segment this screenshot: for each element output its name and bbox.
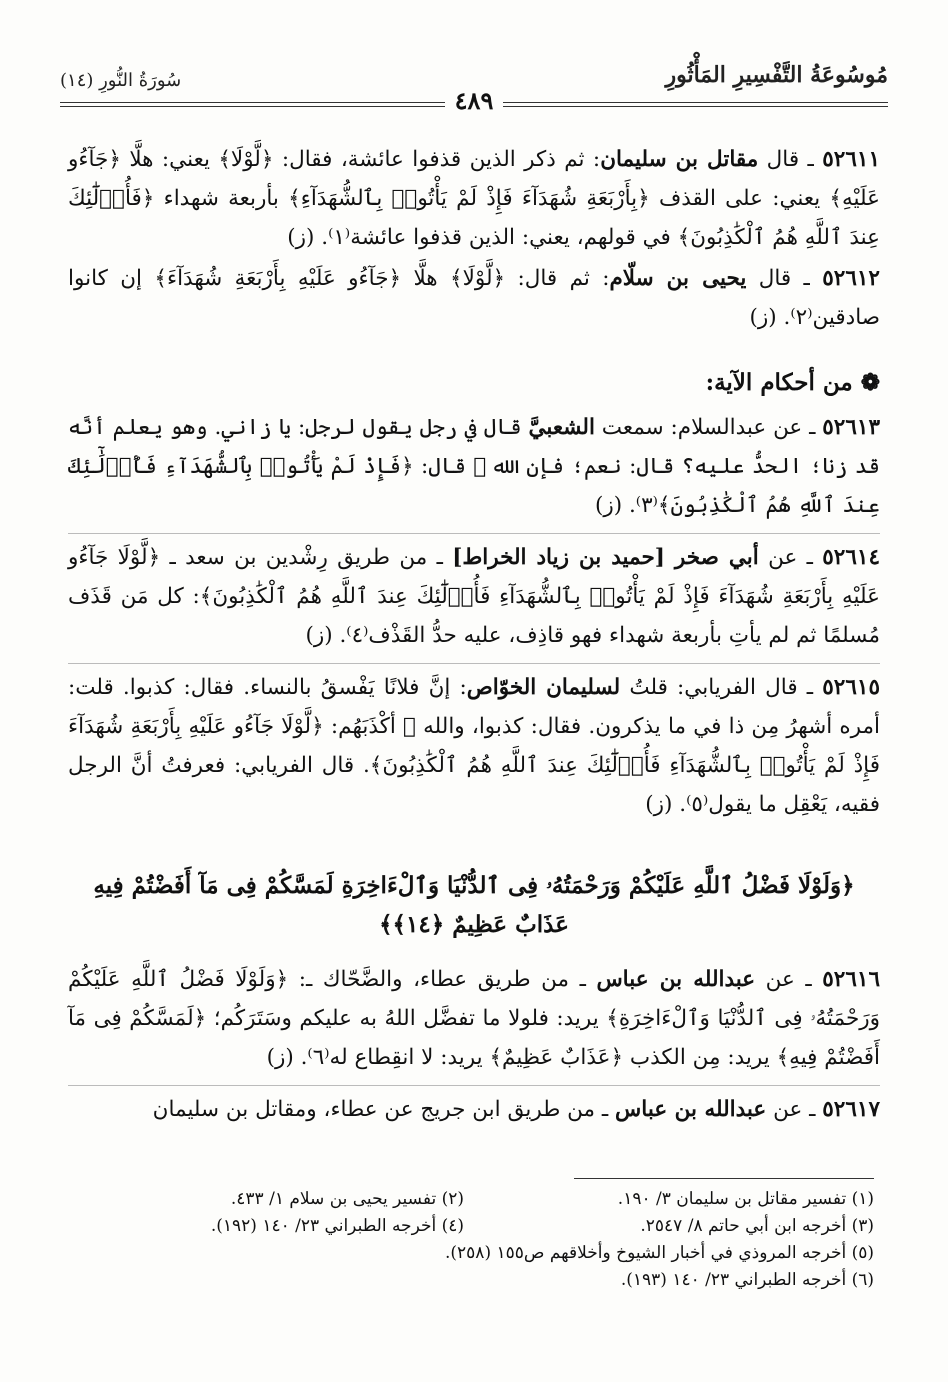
footnote-grid bbox=[74, 1186, 874, 1294]
footnote-6: (٦) أخرجه الطبراني ٢٣/ ١٤٠ (١٩٣). bbox=[620, 1270, 874, 1290]
entry-number: ٥٢٦١١ bbox=[822, 147, 880, 172]
entry-52615 bbox=[68, 668, 880, 824]
entry-intro: ـ عن bbox=[766, 1097, 823, 1122]
entry-text: : ثم قال: ﴿لَّوْلَا﴾ هلَّا ﴿جَآءُو عَلَيْهِ بِأَرْبَعَةِ شُهَدَآءَ﴾ إن كانوا صادقين⁽٢⁾. (ز) bbox=[68, 266, 880, 330]
entry-text: ـ من طريق رِشْدين بن سعد ـ ﴿لَّوْلَا جَآءُو عَلَيْهِ بِأَرْبَعَةِ شُهَدَآءَ فَإِذْ لَمْ يَأْتُوا۟ بِٱلشُّهَدَآءِ فَأُو۟لَٰٓئِكَ عِندَ ٱللَّهِ هُمُ ٱلْكَٰذِبُونَ﴾: كل مَن قَذَف مُسلمًا ثم لم يأتِ بأربعة شهداء فهو قاذِف، عليه حدُّ القَذْف⁽٤⁾. (ز) bbox=[68, 545, 880, 648]
page-header bbox=[60, 62, 888, 114]
entry-intro: ـ عن bbox=[755, 967, 823, 992]
entry-text: ـ من طريق عطاء، والضَّحّاك ـ: ﴿وَلَوْلَا فَضْلُ ٱللَّهِ عَلَيْكُمْ وَرَحْمَتُهُۥ فِى ٱلدُّنْيَا وَٱلْءَاخِرَةِ﴾ يريد: فلولا ما تفضَّل اللهُ به عليكم وسَتَرَكُم؛ ﴿لَمَسَّكُمْ فِى مَآ أَفَضْتُمْ فِيهِ﴾ يريد: مِن الكذب ﴿عَذَابٌ عَظِيمٌ﴾ يريد: لا انقِطاع له⁽٦⁾. (ز) bbox=[68, 967, 880, 1070]
surah-label: سُورَةُ النُّورِ (١٤) bbox=[60, 70, 182, 91]
entry-narrator: لسليمان الخوّاص bbox=[466, 675, 621, 700]
footnote-3: (٣) أخرجه ابن أبي حاتم ٨/ ٢٥٤٧. bbox=[640, 1216, 874, 1236]
entry-intro: ـ عن عبدالسلام: سمعت bbox=[594, 415, 823, 440]
page-number: ٤٨٩ bbox=[445, 86, 504, 115]
entry-number: ٥٢٦١٢ bbox=[822, 266, 880, 291]
entry-number: ٥٢٦١٤ bbox=[822, 545, 880, 570]
footnote-rule bbox=[574, 1178, 874, 1179]
footnote-2: (٢) تفسير يحيى بن سلام ١/ ٤٣٣. bbox=[230, 1189, 464, 1209]
entry-intro: ـ عن bbox=[758, 545, 823, 570]
entry-narrator: يحيى بن سلّام bbox=[609, 266, 747, 291]
entry-intro: ـ قال bbox=[746, 266, 823, 291]
entry-separator bbox=[68, 1085, 880, 1086]
book-title: مُوسُوعَةُ التَّفْسِيرِ المَأْثُورِ bbox=[665, 62, 888, 88]
entry-number: ٥٢٦١٣ bbox=[822, 415, 880, 440]
quran-verse: ﴿وَلَوْلَا فَضْلُ ٱللَّهِ عَلَيْكُمْ وَرَحْمَتُهُۥ فِى ٱلدُّنْيَا وَٱلْءَاخِرَةِ لَمَسَّكُمْ فِى مَآ أَفَضْتُمْ فِيهِ عَذَابٌ عَظِيمٌ ﴿١٤﴾﴾ bbox=[93, 872, 855, 938]
footnotes bbox=[74, 1186, 874, 1294]
entry-text: : ثم ذكر الذين قذفوا عائشة، فقال: ﴿لَّوْلَا﴾ يعني: هلَّا ﴿جَآءُو عَلَيْهِ﴾ يعني: على القذف ﴿بِأَرْبَعَةِ شُهَدَآءَ فَإِذْ لَمْ يَأْتُوا۟ بِٱلشُّهَدَآءِ﴾ بأربعة شهداء ﴿فَأُو۟لَٰٓئِكَ عِندَ ٱللَّهِ هُمُ ٱلْكَٰذِبُونَ﴾ في قولهم، يعني: الذين قذفوا عائشة⁽١⁾. (ز) bbox=[68, 147, 880, 250]
footnote-1: (١) تفسير مقاتل بن سليمان ٣/ ١٩٠. bbox=[617, 1189, 874, 1209]
entry-52617 bbox=[68, 1090, 880, 1129]
entry-52614 bbox=[68, 538, 880, 655]
entry-intro: ـ قال الفريابي: قلتُ bbox=[620, 675, 823, 700]
entry-number: ٥٢٦١٥ bbox=[822, 675, 880, 700]
entry-intro: ـ قال bbox=[758, 147, 823, 172]
entry-narrator: مقاتل بن سليمان bbox=[600, 147, 759, 172]
footnote-5: (٥) أخرجه المروذي في أخبار الشيوخ وأخلاقهم ص١٥٥ (٢٥٨). bbox=[445, 1243, 874, 1263]
entry-text: : إنَّ فلانًا يَفْسقُ بالنساء. فقال: كذبوا. قلت: أمره أشهرُ مِن ذا في ما يذكرون. فقال: كذبوا، والله ﷻ أكْذَبَهُم: ﴿لَّوْلَا جَآءُو عَلَيْهِ بِأَرْبَعَةِ شُهَدَآءَ فَإِذْ لَمْ يَأْتُوا۟ بِٱلشُّهَدَآءِ فَأُو۟لَٰٓئِكَ عِندَ ٱللَّهِ هُمُ ٱلْكَٰذِبُونَ﴾. قال الفريابي: فعرفتُ أنَّ الرجل فقيه، يَعْقِل ما يقول⁽٥⁾. (ز) bbox=[68, 675, 880, 817]
entry-number: ٥٢٦١٦ bbox=[822, 967, 880, 992]
entry-separator bbox=[68, 533, 880, 534]
entry-52616 bbox=[68, 960, 880, 1077]
footnote-4: (٤) أخرجه الطبراني ٢٣/ ١٤٠ (١٩٢). bbox=[210, 1216, 464, 1236]
section-title: ❁ من أحكام الآية: bbox=[705, 369, 880, 396]
entry-52613 bbox=[68, 408, 880, 525]
entry-number: ٥٢٦١٧ bbox=[822, 1097, 880, 1122]
entry-narrator: الشعبيَّ bbox=[528, 415, 595, 440]
entry-narrator: أبي صخر [حميد بن زياد الخراط] bbox=[452, 545, 759, 570]
entry-52611 bbox=[68, 140, 880, 257]
entry-text: قال في رجل يقول لرجل: يا زاني. وهو يعلم أنَّه قد زنا؛ الحدُّ عليه؟ قال: نعم؛ فإن الله ﷻ قال: ﴿فَإِذْ لَمْ يَأْتُوا۟ بِٱلشُّهَدَآءِ فَأُو۟لَٰٓئِكَ عِندَ ٱللَّهِ هُمُ ٱلْكَٰذِبُونَ﴾⁽٣⁾. (ز) bbox=[68, 415, 880, 518]
entry-narrator: عبدالله بن عباس bbox=[596, 967, 756, 992]
entry-narrator: عبدالله بن عباس bbox=[615, 1097, 767, 1122]
entry-text: ـ من طريق ابن جريج عن عطاء، ومقاتل بن سليمان bbox=[152, 1097, 616, 1122]
entry-separator bbox=[68, 663, 880, 664]
main-text bbox=[68, 140, 880, 1131]
page-number-wrap bbox=[60, 86, 888, 115]
entry-52612 bbox=[68, 259, 880, 337]
